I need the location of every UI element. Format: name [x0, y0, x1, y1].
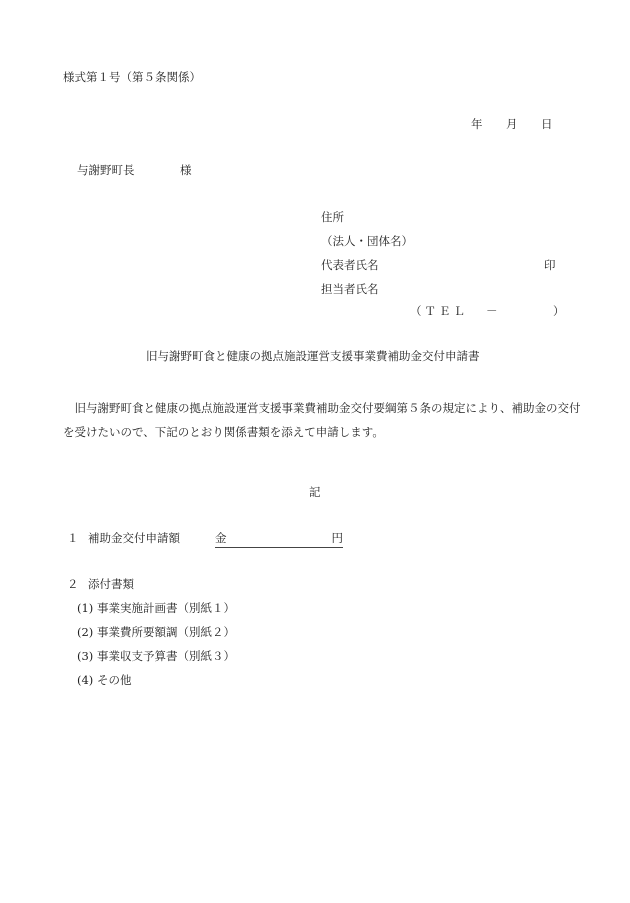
date-month-label: 月: [506, 117, 518, 131]
tel-label: （ＴＥＬ: [410, 304, 468, 318]
attachment-item: (4) その他: [77, 673, 132, 687]
seal-mark: 印: [544, 258, 556, 272]
addressee-name: 与謝野町長: [77, 163, 135, 177]
applicant-corporation-label: （法人・団体名）: [321, 234, 413, 248]
applicant-contact-label: 担当者氏名: [321, 282, 379, 296]
amount-field[interactable]: [215, 531, 343, 548]
amount-suffix: 円: [331, 531, 343, 545]
body-paragraph: 旧与謝野町食と健康の拠点施設運営支援事業費補助金交付要綱第５条の規定により、補助金の交付を受けたいので、下記のとおり関係書類を添えて申請します。: [63, 401, 581, 439]
ki-heading: 記: [309, 485, 321, 499]
addressee-honorific: 様: [180, 163, 192, 177]
date-year-label: 年: [471, 117, 483, 131]
attachment-item: (3) 事業収支予算書（別紙３）: [77, 649, 235, 663]
amount-prefix: 金: [215, 531, 227, 545]
item-2-label: 添付書類: [88, 577, 134, 591]
item-2-number: ２: [67, 577, 79, 591]
item-1-label: 補助金交付申請額: [88, 531, 180, 545]
form-number: 様式第１号（第５条関係）: [63, 70, 201, 84]
date-day-label: 日: [541, 117, 553, 131]
item-1-number: １: [67, 531, 79, 545]
applicant-representative-label: 代表者氏名: [321, 258, 379, 272]
tel-dash: －: [486, 304, 498, 318]
document-title: 旧与謝野町食と健康の拠点施設運営支援事業費補助金交付申請書: [146, 349, 480, 363]
tel-close-paren: ）: [553, 304, 565, 318]
attachment-item: (1) 事業実施計画書（別紙１）: [77, 601, 235, 615]
applicant-address-label: 住所: [321, 210, 344, 224]
attachment-item: (2) 事業費所要額調（別紙２）: [77, 625, 235, 639]
